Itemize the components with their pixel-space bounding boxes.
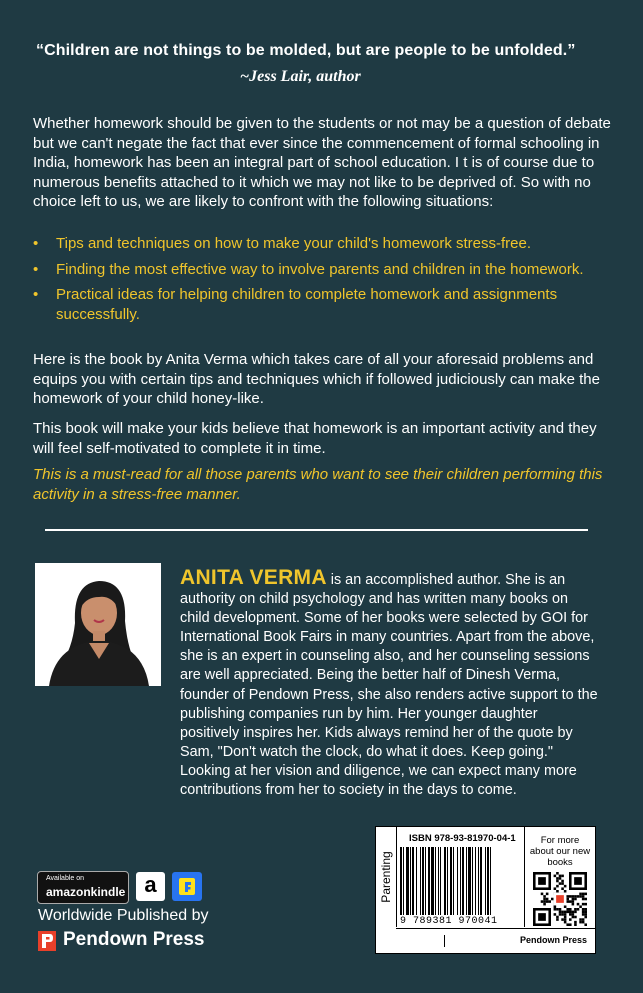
list-item: • Practical ideas for helping children to complete homework and assignments successfully. — [33, 285, 593, 324]
must-read-paragraph: This is a must-read for all those parents who want to see their children performing this activity in a stress-free manner. — [33, 466, 603, 503]
kindle-available-text: Available on — [46, 875, 85, 882]
book-description-paragraph: Here is the book by Anita Verma which takes care of all your aforesaid problems and equips you with certain tips and techniques which if followed judiciously can make the homework of your child honey-like. — [33, 351, 600, 407]
qr-section — [524, 827, 595, 927]
barcode-digits: 9 789381 970041 — [400, 916, 498, 927]
barcode-bars — [400, 847, 522, 915]
author-name: ANITA VERMA — [180, 566, 327, 589]
pendown-logo-icon — [38, 931, 56, 951]
amazon-icon[interactable]: a — [136, 872, 165, 901]
list-item: • Finding the most effective way to involve parents and children in the homework. — [33, 260, 593, 280]
qr-code — [533, 872, 587, 926]
footer-separator — [444, 935, 445, 947]
kindle-brand-text: amazonkindle — [46, 885, 126, 899]
published-by-text: Worldwide Published by — [38, 907, 209, 924]
isbn-number: ISBN 978-93-81970-04-1 — [409, 833, 516, 844]
barcode-panel — [375, 826, 596, 954]
intro-paragraph: Whether homework should be given to the students or not may be a question of debate but we can't negate the fact that ever since the commencement of formal schooling in India, homework has been an integral part of school education. I t is of course due to numerous benefits attached to it which we may not like to be deprived of. So with no choice left to us, we are likely to confront with the following situations: — [33, 115, 611, 210]
author-bio — [180, 568, 600, 800]
list-item: • Tips and techniques on how to make your child's homework stress-free. — [33, 234, 593, 254]
amazon-kindle-badge[interactable] — [37, 871, 129, 904]
qr-caption: For more about our new books — [529, 835, 591, 868]
author-photo — [35, 563, 161, 686]
author-bio-text: is an accomplished author. She is an authority on child psychology and has written many books on child development. Some of her books were selected by GOI for International Book Fairs in many countries. Apart from the above, she is an expert in counseling also, and her counseling sessions are well appreciated. Being the better half of Dinesh Verma, founder of Pendown Press, she also renders active support to the publishing companies run by him. Her younger daughter positively inspires her. Kids always remind her of the quote by Sam, "Don't watch the clock, do what it does. Keep going." Looking at her vision and diligence, we can expect many more contributions from her to society in the days to come. — [180, 572, 598, 799]
flipkart-icon[interactable] — [172, 872, 202, 901]
epigraph-quote: “Children are not things to be molded, but are people to be unfolded.” — [36, 42, 576, 59]
section-divider — [45, 529, 588, 531]
genre-label: Parenting — [376, 827, 397, 927]
barcode-footer — [396, 928, 595, 953]
barcode-publisher: Pendown Press — [519, 935, 587, 945]
publisher-name: Pendown Press — [63, 929, 205, 950]
motivation-paragraph: This book will make your kids believe that homework is an important activity and they will feel self-motivated to complete it in time. — [33, 420, 597, 457]
epigraph-author: ~Jess Lair, author — [240, 68, 361, 85]
situations-list — [33, 234, 593, 330]
